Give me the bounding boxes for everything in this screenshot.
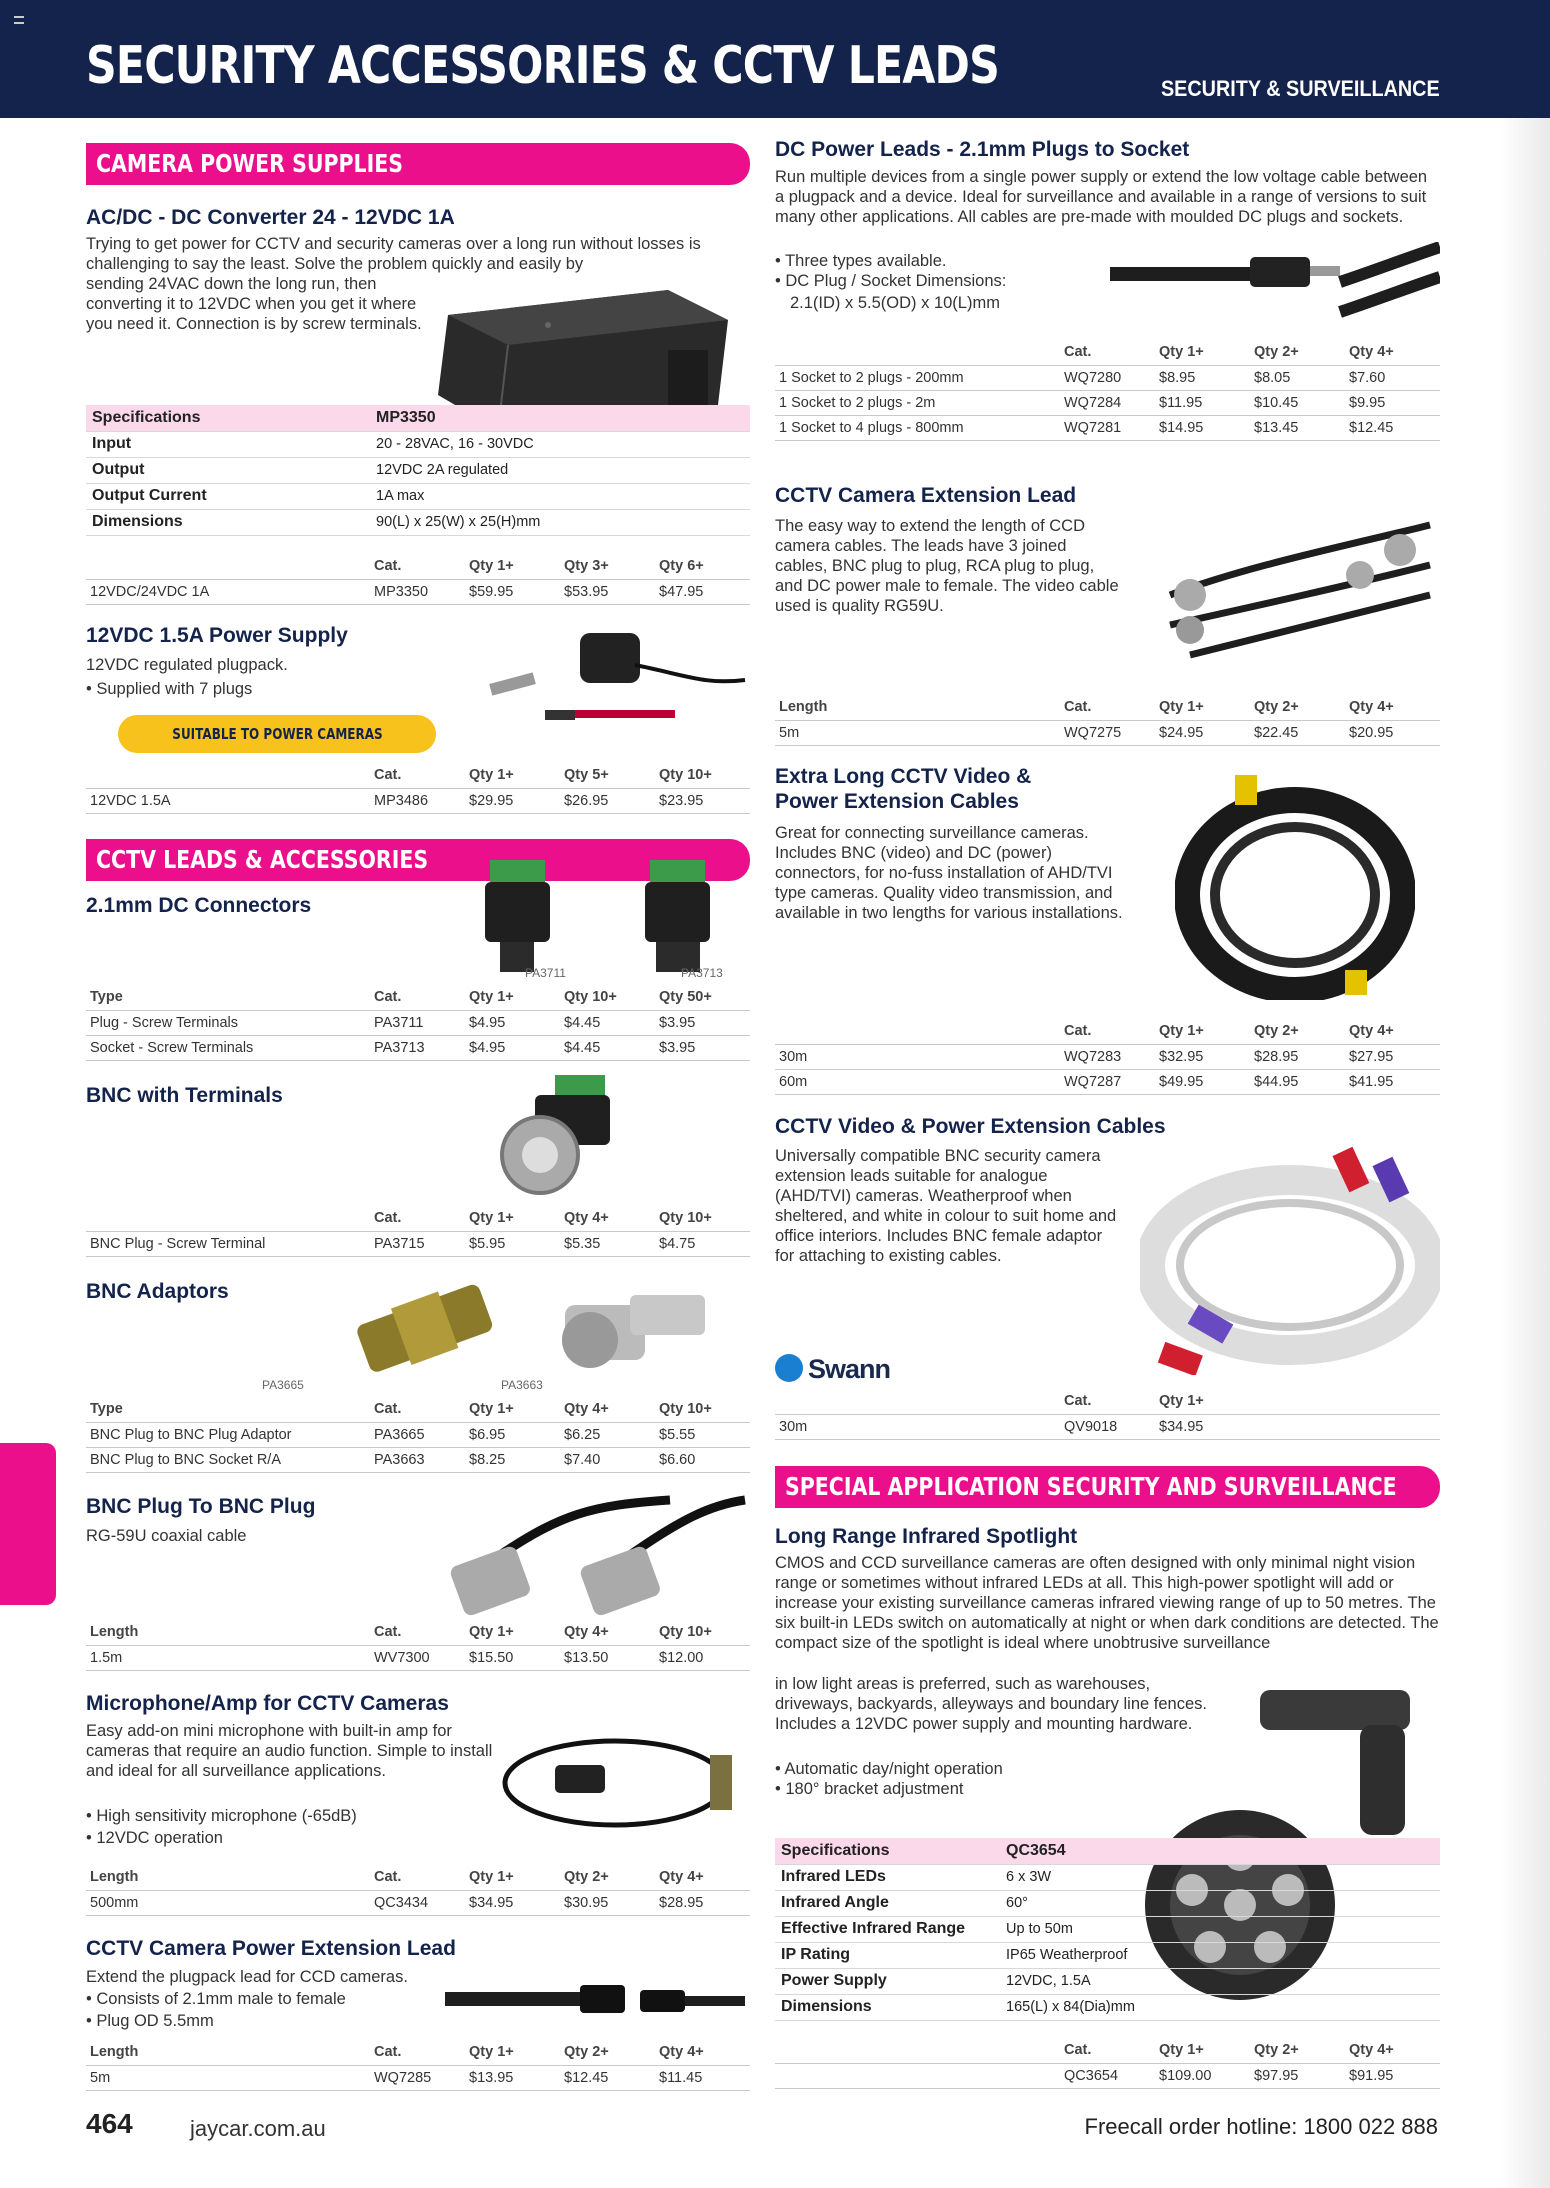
dcleads-b2: • DC Plug / Socket Dimensions:	[775, 272, 1007, 290]
microphone-image	[495, 1725, 750, 1835]
plugpack-image	[485, 625, 750, 735]
site-link[interactable]: jaycar.com.au	[190, 2116, 326, 2141]
camext-title: CCTV Camera Power Extension Lead	[86, 1937, 456, 1960]
ps12-price-table: Cat. Qty 1+ Qty 5+ Qty 10+ 12VDC 1.5A MP3486 $29.95 $26.95 $23.95	[86, 763, 750, 814]
ps12-title: 12VDC 1.5A Power Supply	[86, 624, 348, 647]
pa3665-label: PA3665	[262, 1378, 304, 1392]
suitable-badge: SUITABLE TO POWER CAMERAS	[118, 715, 436, 753]
spotlight-desc2: in low light areas is preferred, such as warehouses, driveways, backyards, alleyways and boundary line fences. Includes a 12VDC power supply and mounting hardware.	[775, 1675, 1207, 1733]
banner-cctv-leads: CCTV LEADS & ACCESSORIES	[86, 839, 750, 881]
spotlight-b2: • 180° bracket adjustment	[775, 1780, 964, 1798]
mic-b1: • High sensitivity microphone (-65dB)	[86, 1807, 357, 1825]
videopower-price-table: Cat. Qty 1+ 30m QV9018 $34.95	[775, 1389, 1440, 1440]
white-cable-image	[1140, 1140, 1440, 1375]
dcconn-title: 2.1mm DC Connectors	[86, 894, 312, 917]
camext-price-table: Length Cat. Qty 1+ Qty 2+ Qty 4+ 5m WQ7285 $13.95 $12.45 $11.45	[86, 2040, 750, 2091]
header-bar	[0, 0, 1550, 118]
bncadapt-price-table: Type Cat. Qty 1+ Qty 4+ Qty 10+ BNC Plug to BNC Plug Adaptor PA3665 $6.95 $6.25 $5.55 BNC Plug to BNC Socket R/A PA3663 $8.25 $7.40 $6.60	[86, 1397, 750, 1473]
dcconn-price-table: Type Cat. Qty 1+ Qty 10+ Qty 50+ Plug - Screw Terminals PA3711 $4.95 $4.45 $3.95 Socket - Screw Terminals PA3713 $4.95 $4.45 $3.95	[86, 985, 750, 1061]
bnc-adaptors-image	[350, 1275, 720, 1390]
hotline: Freecall order hotline: 1800 022 888	[1084, 2114, 1438, 2139]
page-edge-shade	[1500, 118, 1550, 2188]
menu-icon[interactable]	[14, 16, 24, 24]
banner-camera-power: CAMERA POWER SUPPLIES	[86, 143, 750, 185]
section-tab[interactable]	[0, 1443, 56, 1605]
spotlight-price-table: Cat. Qty 1+ Qty 2+ Qty 4+ QC3654 $109.00 $97.95 $91.95	[775, 2038, 1440, 2089]
ccdext-desc: The easy way to extend the length of CCD camera cables. The leads have 3 joined cables, BNC plug to plug, RCA plug to plug, and DC power male to female. The video cable used is quality RG59U.	[775, 517, 1119, 615]
dcleads-b1: • Three types available.	[775, 252, 947, 270]
swann-logo-icon	[773, 1352, 805, 1384]
bnc-terminal-image	[490, 1070, 620, 1205]
videopower-title: CCTV Video & Power Extension Cables	[775, 1115, 1166, 1138]
page-number: 464	[86, 2108, 133, 2139]
dc-leads-image	[1110, 242, 1440, 332]
spotlight-desc1: CMOS and CCD surveillance cameras are often designed with only minimal night vision range or sometimes without infrared LEDs at all. This high-power spotlight will add or increase your existing surveillance cameras infrared viewing range of up to 50 metres. The six built-in LEDs switch on automatically at night or when dark conditions are detected. The compact size of the spotlight is ideal where unobtrusive surveillance	[775, 1554, 1439, 1652]
pa3663-label: PA3663	[501, 1378, 543, 1392]
bncplug-line1: RG-59U coaxial cable	[86, 1527, 247, 1545]
ccdext-title: CCTV Camera Extension Lead	[775, 484, 1077, 507]
bncadapt-title: BNC Adaptors	[86, 1280, 229, 1303]
page-title: SECURITY ACCESSORIES & CCTV LEADS	[86, 36, 1000, 96]
acdc-title: AC/DC - DC Converter 24 - 12VDC 1A	[86, 206, 455, 229]
coiled-cable-image	[1175, 770, 1415, 1000]
acdc-price-table: Cat. Qty 1+ Qty 3+ Qty 6+ 12VDC/24VDC 1A MP3350 $59.95 $53.95 $47.95	[86, 554, 750, 605]
extralong-desc: Great for connecting surveillance cameras. Includes BNC (video) and DC (power) connectors, for no-fuss installation of AHD/TVI type cameras. Quality video transmission, and available in two lengths for various installations.	[775, 824, 1123, 922]
section-title: SECURITY & SURVEILLANCE	[1161, 76, 1440, 101]
bncterm-price-table: Cat. Qty 1+ Qty 4+ Qty 10+ BNC Plug - Screw Terminal PA3715 $5.95 $5.35 $4.75	[86, 1206, 750, 1257]
ccd-extension-image	[1150, 505, 1440, 665]
extralong-title2: Power Extension Cables	[775, 790, 1019, 813]
camext-b2: • Plug OD 5.5mm	[86, 2012, 214, 2030]
dcleads-price-table: Cat. Qty 1+ Qty 2+ Qty 4+ 1 Socket to 2 plugs - 200mm WQ7280 $8.95 $8.05 $7.60 1 Socket to 2 plugs - 2m WQ7284 $11.95 $10.45 $9.95 1 Socket to 4 plugs - 800mm WQ7281 $14.95 $13.45 $12.45	[775, 340, 1440, 441]
ps12-line2: • Supplied with 7 plugs	[86, 680, 253, 698]
bncplug-title: BNC Plug To BNC Plug	[86, 1495, 316, 1518]
ps12-line1: 12VDC regulated plugpack.	[86, 656, 288, 674]
acdc-desc2: sending 24VAC down the long run, then converting it to 12VDC when you get it where you need it. Connection is by screw terminals.	[86, 275, 422, 333]
spotlight-specs-table: Specifications QC3654 Infrared LEDs 6 x 3W Infrared Angle 60° Effective Infrared Range Up to 50m IP Rating IP65 Weatherproof Power Supply 12VDC, 1.5A Dimensions 165(L) x 84(Dia)mm	[775, 1838, 1440, 2021]
swann-logo: Swann	[808, 1354, 891, 1384]
acdc-specs-table: Specifications MP3350 Input 20 - 28VAC, 16 - 30VDC Output 12VDC 2A regulated Output Current 1A max Dimensions 90(L) x 25(W) x 25(H)mm	[86, 405, 750, 536]
extralong-price-table: Cat. Qty 1+ Qty 2+ Qty 4+ 30m WQ7283 $32.95 $28.95 $27.95 60m WQ7287 $49.95 $44.95 $41.95	[775, 1019, 1440, 1095]
mic-title: Microphone/Amp for CCTV Cameras	[86, 1692, 449, 1715]
acdc-desc1: Trying to get power for CCTV and security cameras over a long run without losses is challenging to say the least. Solve the problem quickly and easily by	[86, 235, 701, 273]
bncterm-title: BNC with Terminals	[86, 1084, 283, 1107]
mic-price-table: Length Cat. Qty 1+ Qty 2+ Qty 4+ 500mm QC3434 $34.95 $30.95 $28.95	[86, 1865, 750, 1916]
pa3713-label: PA3713	[681, 966, 723, 980]
dcleads-b3: 2.1(ID) x 5.5(OD) x 10(L)mm	[790, 294, 1000, 312]
mic-b2: • 12VDC operation	[86, 1829, 223, 1847]
videopower-desc: Universally compatible BNC security camera extension leads suitable for analogue (AHD/TVI) cameras. Weatherproof when sheltered, and white in colour to suit home and office interiors. Includes BNC female adaptor for attaching to existing cables.	[775, 1147, 1117, 1265]
camext-b1: • Consists of 2.1mm male to female	[86, 1990, 346, 2008]
extralong-title1: Extra Long CCTV Video &	[775, 765, 1032, 788]
power-extension-image	[440, 1970, 750, 2030]
ccdext-price-table: Length Cat. Qty 1+ Qty 2+ Qty 4+ 5m WQ7275 $24.95 $22.45 $20.95	[775, 695, 1440, 746]
mic-desc: Easy add-on mini microphone with built-in amp for cameras that require an audio function. Simple to install and ideal for all surveillance applications.	[86, 1722, 493, 1780]
spotlight-b1: • Automatic day/night operation	[775, 1760, 1003, 1778]
dcleads-desc: Run multiple devices from a single power supply or extend the low voltage cable between a plugpack and a device. Ideal for surveillance and available in a range of versions to suit many other applications. All cables are pre-made with moulded DC plugs and sockets.	[775, 168, 1428, 226]
banner-special: SPECIAL APPLICATION SECURITY AND SURVEILLANCE	[775, 1466, 1440, 1508]
pa3711-label: PA3711	[525, 966, 566, 980]
bnc-plug-lead-image	[440, 1495, 750, 1620]
camext-line1: Extend the plugpack lead for CCD cameras.	[86, 1968, 408, 1986]
bncplug-price-table: Length Cat. Qty 1+ Qty 4+ Qty 10+ 1.5m WV7300 $15.50 $13.50 $12.00	[86, 1620, 750, 1671]
spotlight-title: Long Range Infrared Spotlight	[775, 1525, 1078, 1548]
dcleads-title: DC Power Leads - 2.1mm Plugs to Socket	[775, 138, 1190, 161]
